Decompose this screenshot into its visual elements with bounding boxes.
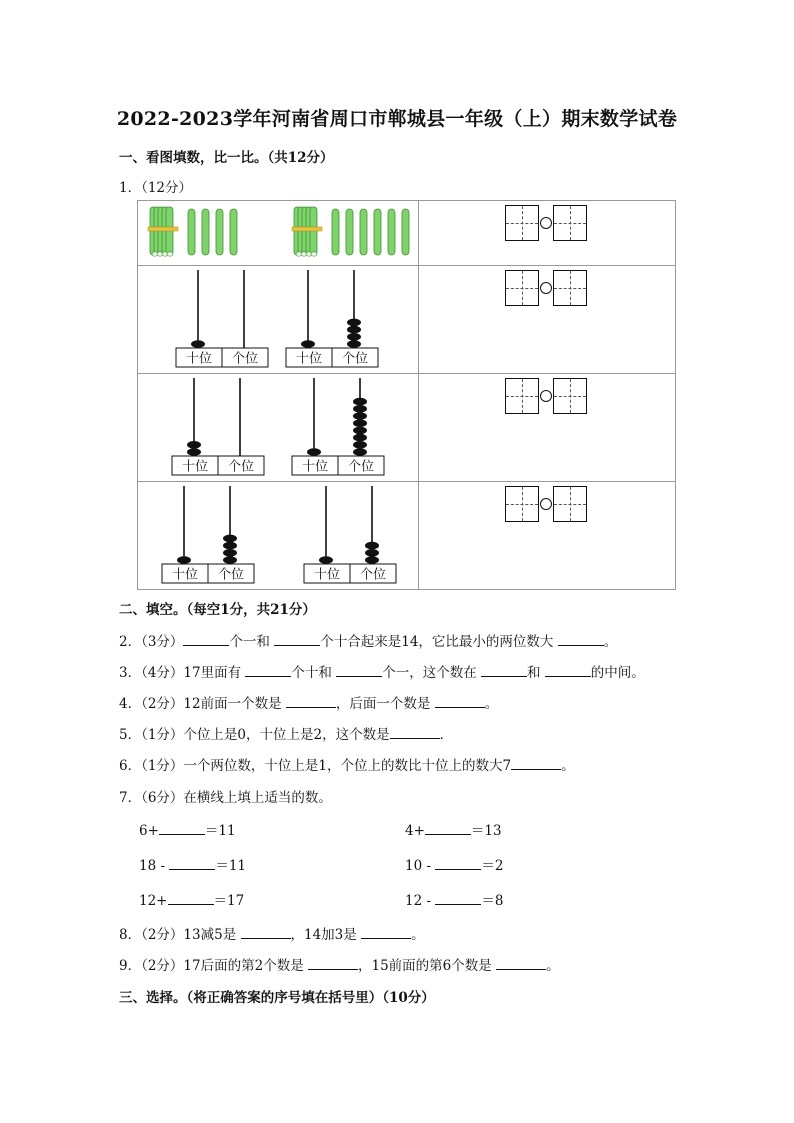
equation-right: ＝11 (215, 858, 247, 874)
compare-circle[interactable] (540, 217, 552, 229)
compare-boxes (505, 205, 589, 243)
compare-cell (419, 374, 676, 482)
single-stick (402, 209, 409, 255)
question-4 (119, 692, 498, 712)
compare-circle[interactable] (540, 282, 552, 294)
abacus-cell (138, 266, 419, 374)
ones-bead (353, 441, 367, 449)
ones-bead (365, 542, 379, 550)
q3-blank-2[interactable] (336, 663, 382, 677)
q6-prefix: 6．（1分）一个两位数，十位上是1，个位上的数比十位上的数大7 (119, 758, 512, 774)
q9-text-1: ，15前面的第6个数是 (358, 958, 497, 974)
picture-table (137, 200, 676, 590)
compare-circle[interactable] (540, 498, 552, 510)
tens-bead (191, 340, 205, 348)
page-title: 2022-2023学年河南省周口市郸城县一年级（上）期末数学试卷 (116, 108, 678, 130)
single-stick (346, 209, 353, 255)
section2-heading: 二、填空。（每空1分，共21分） (119, 602, 316, 618)
q2-text-1: 个一和 (229, 634, 275, 650)
ones-bead (353, 419, 367, 427)
compare-cell (419, 482, 676, 590)
single-stick (202, 209, 209, 255)
answer-box-left[interactable] (505, 378, 539, 414)
equation-blank[interactable] (435, 856, 481, 870)
equation-blank[interactable] (169, 856, 215, 870)
q8-prefix: 8．（2分）13减5是 (119, 927, 241, 943)
tens-label: 十位 (313, 567, 341, 583)
question-9 (119, 954, 560, 974)
compare-boxes (505, 486, 589, 524)
single-stick (188, 209, 195, 255)
tens-bead (187, 448, 201, 456)
abacus-right (284, 268, 384, 370)
q3-prefix: 3．（4分）17里面有 (119, 665, 246, 681)
tens-label: 十位 (185, 351, 213, 367)
tens-bead (319, 556, 333, 564)
equation-left: 18 - (139, 858, 170, 874)
abacus-right (302, 484, 402, 586)
equation (139, 854, 246, 874)
q4-blank-2[interactable] (435, 694, 485, 708)
q3-text-3: 和 (527, 665, 545, 681)
q8-text-2: 。 (411, 927, 425, 943)
q2-text-2: 个十合起来是14，它比最小的两位数大 (320, 634, 558, 650)
section1-heading: 一、看图填数，比一比。（共12分） (119, 150, 334, 166)
compare-boxes (505, 378, 589, 416)
equation-blank[interactable] (425, 821, 471, 835)
q9-text-2: 。 (546, 958, 560, 974)
compare-circle[interactable] (540, 390, 552, 402)
ones-bead (223, 556, 237, 564)
question-8 (119, 923, 425, 943)
answer-box-right[interactable] (553, 205, 587, 241)
q4-prefix: 4．（2分）12前面一个数是 (119, 696, 286, 712)
ones-bead (353, 405, 367, 413)
single-stick (230, 209, 237, 255)
q2-text-3: 。 (603, 634, 618, 650)
sticks-illustration (146, 205, 416, 261)
ones-bead (365, 549, 379, 557)
single-stick (332, 209, 339, 255)
ones-bead (347, 340, 361, 348)
ones-bead (223, 535, 237, 543)
ones-bead (223, 542, 237, 550)
tens-bead (307, 448, 321, 456)
q5-text-1: ． (439, 727, 454, 743)
q8-blank-1[interactable] (241, 925, 291, 939)
equation-blank[interactable] (168, 891, 214, 905)
question-5 (119, 723, 453, 743)
equation-blank[interactable] (159, 821, 205, 835)
q9-blank-2[interactable] (496, 956, 546, 970)
ones-bead (347, 333, 361, 341)
q3-text-1: 个十和 (291, 665, 337, 681)
ones-label: 个位 (359, 567, 387, 583)
equation-right: ＝17 (213, 893, 245, 909)
single-stick (216, 209, 223, 255)
table-row (138, 201, 676, 266)
ones-bead (347, 319, 361, 327)
bundle-band (292, 227, 322, 231)
equation-left: 6+ (139, 823, 159, 839)
ones-bead (353, 398, 367, 406)
tens-label: 十位 (171, 567, 199, 583)
equation-right: ＝11 (204, 823, 236, 839)
ones-bead (223, 549, 237, 557)
tens-label: 十位 (181, 459, 209, 475)
q5-blank-1[interactable] (390, 725, 440, 739)
q5-prefix: 5．（1分）个位上是0，十位上是2，这个数是 (119, 727, 390, 743)
stick-end (167, 252, 173, 256)
single-stick (388, 209, 395, 255)
question-7: 7．（6分）在横线上填上适当的数。 (119, 790, 332, 806)
ones-label: 个位 (231, 351, 259, 367)
ones-label: 个位 (217, 567, 245, 583)
equation-right: ＝13 (470, 823, 502, 839)
compare-cell (419, 266, 676, 374)
question-3 (119, 661, 645, 681)
tens-bead (177, 556, 191, 564)
q2-prefix: 2．（3分） (119, 634, 184, 650)
abacus-left (174, 268, 274, 370)
q6-blank-1[interactable] (511, 756, 561, 770)
equation (139, 889, 244, 909)
ones-label: 个位 (227, 459, 255, 475)
ones-label: 个位 (341, 351, 369, 367)
answer-box-right[interactable] (553, 486, 587, 522)
equation (405, 889, 503, 909)
abacus-right (290, 376, 390, 478)
q3-blank-4[interactable] (545, 663, 591, 677)
q4-blank-1[interactable] (286, 694, 336, 708)
q9-prefix: 9．（2分）17后面的第2个数是 (119, 958, 308, 974)
equation-left: 12+ (139, 893, 168, 909)
table-row (138, 374, 676, 482)
q6-text-1: 。 (561, 758, 575, 774)
single-stick (360, 209, 367, 255)
answer-box-left[interactable] (505, 205, 539, 241)
equation-right: ＝8 (481, 893, 504, 909)
q2-blank-2[interactable] (274, 632, 320, 646)
q9-blank-1[interactable] (308, 956, 358, 970)
ones-bead (353, 434, 367, 442)
abacus-left (160, 484, 260, 586)
compare-boxes (505, 270, 589, 308)
tens-label: 十位 (295, 351, 323, 367)
answer-box-left[interactable] (505, 486, 539, 522)
compare-cell (419, 201, 676, 266)
equation-left: 4+ (405, 823, 425, 839)
q1-label: 1．（12分） (119, 180, 193, 196)
ones-bead (353, 412, 367, 420)
equation (139, 819, 236, 839)
question-6 (119, 754, 575, 774)
tens-label: 十位 (301, 459, 329, 475)
ones-bead (353, 448, 367, 456)
equation-left: 10 - (405, 858, 436, 874)
ones-bead (347, 326, 361, 334)
tens-bead (187, 441, 201, 449)
question-2 (119, 630, 617, 650)
answer-box-right[interactable] (553, 378, 587, 414)
q2-blank-1[interactable] (183, 632, 229, 646)
equation (405, 854, 503, 874)
q4-text-1: ，后面一个数是 (335, 696, 435, 712)
section3-heading: 三、选择。（将正确答案的序号填在括号里）（10分） (119, 990, 435, 1006)
q8-text-1: ，14加3是 (290, 927, 362, 943)
ones-bead (365, 556, 379, 564)
ones-label: 个位 (347, 459, 375, 475)
answer-box-right[interactable] (553, 270, 587, 306)
q3-text-4: 的中间。 (590, 665, 645, 681)
answer-box-left[interactable] (505, 270, 539, 306)
abacus-cell (138, 482, 419, 590)
table-row (138, 482, 676, 590)
q3-blank-3[interactable] (481, 663, 527, 677)
q4-text-2: 。 (484, 696, 499, 712)
single-stick (374, 209, 381, 255)
q3-text-2: 个一，这个数在 (382, 665, 481, 681)
abacus-cell (138, 374, 419, 482)
q2-blank-3[interactable] (558, 632, 604, 646)
q8-blank-2[interactable] (361, 925, 411, 939)
table-row (138, 266, 676, 374)
equation (405, 819, 502, 839)
abacus-left (170, 376, 270, 478)
q3-blank-1[interactable] (245, 663, 291, 677)
sticks-cell (138, 201, 419, 266)
stick-end (311, 252, 317, 256)
tens-bead (301, 340, 315, 348)
equation-left: 12 - (405, 893, 436, 909)
ones-bead (353, 427, 367, 435)
equation-blank[interactable] (435, 891, 481, 905)
bundle-band (148, 227, 178, 231)
equation-right: ＝2 (481, 858, 504, 874)
